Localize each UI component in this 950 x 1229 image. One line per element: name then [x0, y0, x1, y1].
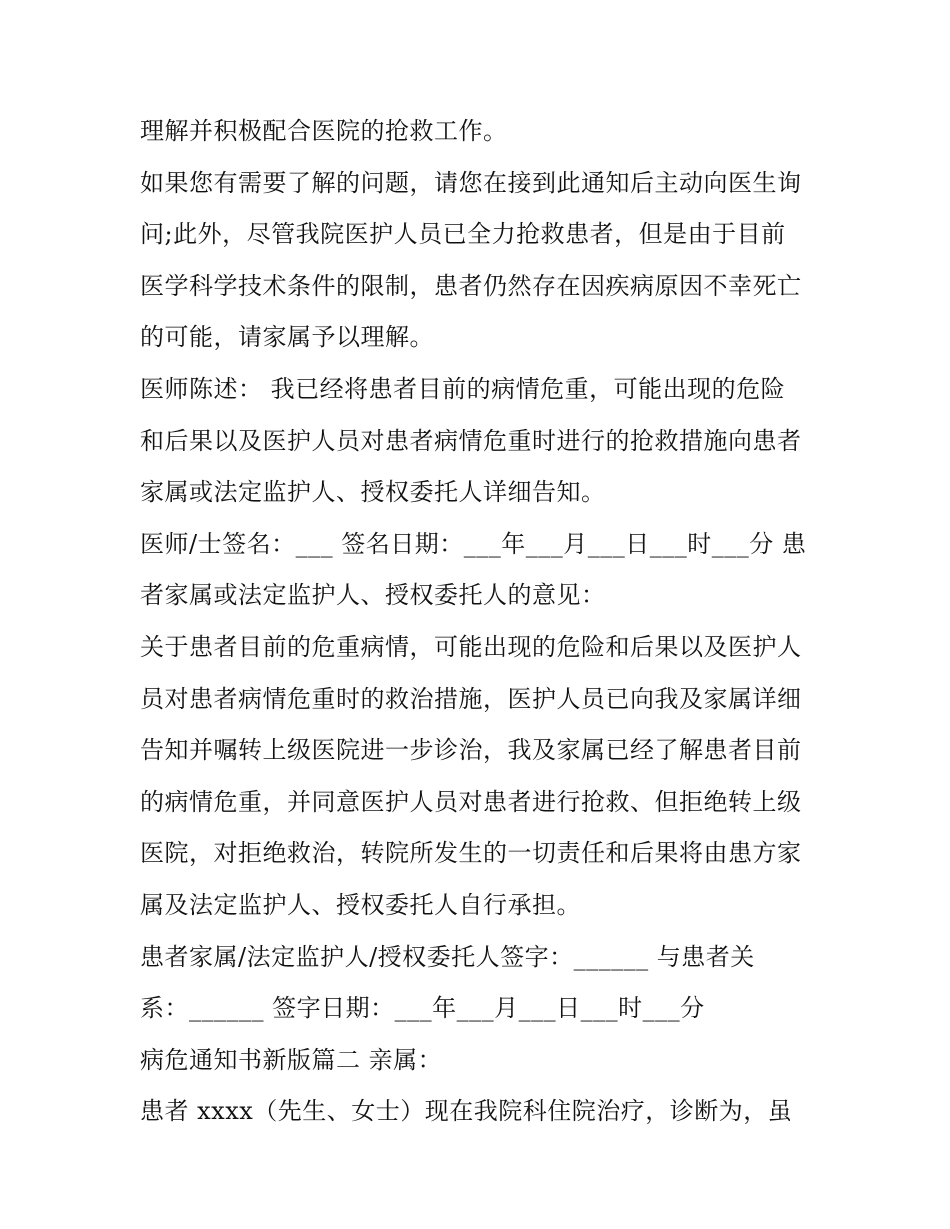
text-line: 的可能，请家属予以理解。	[140, 323, 434, 352]
text-line: 医学科学技术条件的限制，患者仍然存在因疾病原因不幸死亡	[140, 271, 802, 300]
text-line: 关于患者目前的危重病情，可能出现的危险和后果以及医护人	[140, 632, 802, 661]
text-line: 理解并积极配合医院的抢救工作。	[140, 117, 508, 145]
text-line: 医师陈述： 我已经将患者目前的病情危重，可能出现的危险	[140, 374, 786, 403]
text-line: 系：______ 签字日期：___年___月___日___时___分	[140, 994, 705, 1023]
text-line: 问;此外，尽管我院医护人员已全力抢救患者，但是由于目前	[140, 220, 786, 249]
text-line: 者家属或法定监护人、授权委托人的意见：	[140, 581, 606, 610]
text-line: 告知并嘱转上级医院进一步诊治，我及家属已经了解患者目前	[140, 736, 802, 765]
text-line: 和后果以及医护人员对患者病情危重时进行的抢救措施向患者	[140, 426, 802, 455]
text-line: 医院，对拒绝救治，转院所发生的一切责任和后果将由患方家	[140, 839, 802, 868]
text-line: 员对患者病情危重时的救治措施，医护人员已向我及家属详细	[140, 684, 802, 713]
text-line: 家属或法定监护人、授权委托人详细告知。	[140, 478, 606, 507]
text-line: 属及法定监护人、授权委托人自行承担。	[140, 890, 581, 919]
text-line: 如果您有需要了解的问题，请您在接到此通知后主动向医生询	[140, 168, 802, 197]
text-line: 患者家属/法定监护人/授权委托人签字：______ 与患者关	[140, 942, 755, 971]
text-line: 医师/士签名：___ 签名日期：___年___月___日___时___分 患	[140, 529, 807, 558]
text-line: 病危通知书新版篇二 亲属：	[140, 1045, 443, 1074]
text-line: 患者 xxxx（先生、女士）现在我院科住院治疗，诊断为，虽	[140, 1097, 793, 1126]
document-body	[140, 106, 820, 1138]
text-line: 的病情危重，并同意医护人员对患者进行抢救、但拒绝转上级	[140, 787, 802, 816]
